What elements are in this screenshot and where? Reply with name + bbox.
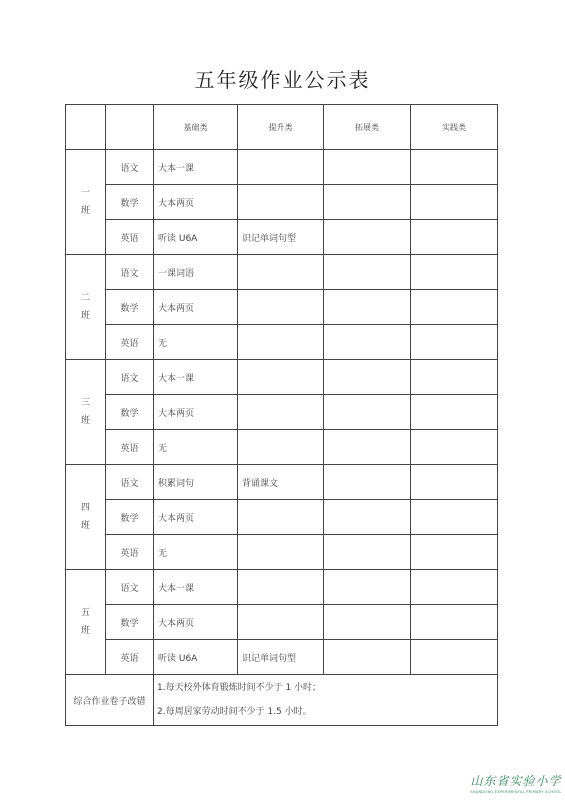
notes-line: 2.每周居家劳动时间不少于 1.5 小时。 — [157, 707, 312, 717]
expand-cell — [324, 360, 411, 395]
logo-name: 山东省实验小学 — [470, 774, 562, 788]
notes-row — [66, 675, 498, 726]
class-name-cell — [66, 150, 106, 255]
expand-cell — [324, 430, 411, 465]
practice-cell — [411, 185, 498, 220]
basic-cell: 无 — [154, 535, 238, 570]
practice-cell — [411, 465, 498, 500]
class-name-char: 班 — [80, 626, 90, 636]
practice-cell — [411, 570, 498, 605]
practice-cell — [411, 150, 498, 185]
subject-cell: 数学 — [106, 290, 154, 325]
basic-cell: 大本两页 — [154, 290, 238, 325]
subject-cell: 英语 — [106, 640, 154, 675]
practice-cell — [411, 605, 498, 640]
header-improve: 提升类 — [238, 105, 324, 150]
basic-cell: 大本一课 — [154, 150, 238, 185]
improve-cell: 背诵课文 — [238, 465, 324, 500]
subject-cell: 数学 — [106, 605, 154, 640]
class-name-cell — [66, 570, 106, 675]
table-row — [66, 360, 498, 395]
practice-cell — [411, 360, 498, 395]
expand-cell — [324, 465, 411, 500]
class-name-char: 班 — [80, 206, 90, 216]
table-row — [66, 395, 498, 430]
subject-cell: 数学 — [106, 500, 154, 535]
subject-cell: 语文 — [106, 465, 154, 500]
basic-cell: 大本两页 — [154, 395, 238, 430]
homework-table — [65, 104, 498, 726]
subject-cell: 英语 — [106, 535, 154, 570]
table-row — [66, 185, 498, 220]
basic-cell: 大本一课 — [154, 570, 238, 605]
header-cell — [106, 105, 154, 150]
class-name-char: 班 — [80, 416, 90, 426]
table-row — [66, 220, 498, 255]
improve-cell — [238, 360, 324, 395]
table-row — [66, 570, 498, 605]
expand-cell — [324, 570, 411, 605]
table-row — [66, 150, 498, 185]
class-name-cell — [66, 360, 106, 465]
table-row — [66, 290, 498, 325]
table-row — [66, 535, 498, 570]
practice-cell — [411, 220, 498, 255]
expand-cell — [324, 150, 411, 185]
practice-cell — [411, 430, 498, 465]
expand-cell — [324, 325, 411, 360]
improve-cell: 识记单词句型 — [238, 220, 324, 255]
subject-cell: 英语 — [106, 325, 154, 360]
class-name-char: 一 — [80, 188, 90, 198]
expand-cell — [324, 535, 411, 570]
class-name-char: 班 — [80, 521, 90, 531]
improve-cell — [238, 535, 324, 570]
improve-cell — [238, 290, 324, 325]
practice-cell — [411, 500, 498, 535]
improve-cell — [238, 150, 324, 185]
table-row — [66, 325, 498, 360]
improve-cell: 识记单词句型 — [238, 640, 324, 675]
class-name-char: 五 — [80, 608, 90, 618]
notes-label: 综合作业卷子改错 — [66, 675, 154, 726]
table-row — [66, 430, 498, 465]
basic-cell: 大本两页 — [154, 605, 238, 640]
improve-cell — [238, 570, 324, 605]
improve-cell — [238, 395, 324, 430]
basic-cell: 听读 U6A — [154, 640, 238, 675]
page-title: 五年级作业公示表 — [194, 68, 371, 92]
expand-cell — [324, 255, 411, 290]
practice-cell — [411, 255, 498, 290]
class-name-char: 三 — [80, 398, 90, 408]
basic-cell: 一课词语 — [154, 255, 238, 290]
improve-cell — [238, 255, 324, 290]
class-name-char: 班 — [80, 311, 90, 321]
expand-cell — [324, 395, 411, 430]
subject-cell: 英语 — [106, 220, 154, 255]
expand-cell — [324, 605, 411, 640]
basic-cell: 听读 U6A — [154, 220, 238, 255]
basic-cell: 大本两页 — [154, 500, 238, 535]
practice-cell — [411, 640, 498, 675]
subject-cell: 数学 — [106, 395, 154, 430]
expand-cell — [324, 220, 411, 255]
practice-cell — [411, 325, 498, 360]
logo-english-name: SHANDONG EXPERIMENTAL PRIMARY SCHOOL — [470, 790, 562, 794]
expand-cell — [324, 290, 411, 325]
basic-cell: 无 — [154, 325, 238, 360]
header-practice: 实践类 — [411, 105, 498, 150]
subject-cell: 语文 — [106, 255, 154, 290]
expand-cell — [324, 185, 411, 220]
class-name-cell — [66, 465, 106, 570]
improve-cell — [238, 185, 324, 220]
practice-cell — [411, 290, 498, 325]
table-row — [66, 465, 498, 500]
subject-cell: 语文 — [106, 570, 154, 605]
header-basic: 基础类 — [154, 105, 238, 150]
notes-line: 1.每天校外体育锻炼时间不少于 1 小时； — [157, 683, 322, 693]
improve-cell — [238, 430, 324, 465]
header-row — [66, 105, 498, 150]
header-expand: 拓展类 — [324, 105, 411, 150]
improve-cell — [238, 500, 324, 535]
practice-cell — [411, 395, 498, 430]
basic-cell: 大本两页 — [154, 185, 238, 220]
subject-cell: 数学 — [106, 185, 154, 220]
expand-cell — [324, 640, 411, 675]
subject-cell: 英语 — [106, 430, 154, 465]
basic-cell: 大本一课 — [154, 360, 238, 395]
table-row — [66, 605, 498, 640]
class-name-char: 二 — [80, 293, 90, 303]
basic-cell: 无 — [154, 430, 238, 465]
table-row — [66, 500, 498, 535]
expand-cell — [324, 500, 411, 535]
subject-cell: 语文 — [106, 150, 154, 185]
basic-cell: 积累词句 — [154, 465, 238, 500]
class-name-cell — [66, 255, 106, 360]
table-row — [66, 640, 498, 675]
subject-cell: 语文 — [106, 360, 154, 395]
notes-text — [154, 675, 498, 726]
table-row — [66, 255, 498, 290]
practice-cell — [411, 535, 498, 570]
class-name-char: 四 — [80, 503, 90, 513]
header-cell — [66, 105, 106, 150]
improve-cell — [238, 605, 324, 640]
school-logo — [470, 772, 562, 794]
improve-cell — [238, 325, 324, 360]
